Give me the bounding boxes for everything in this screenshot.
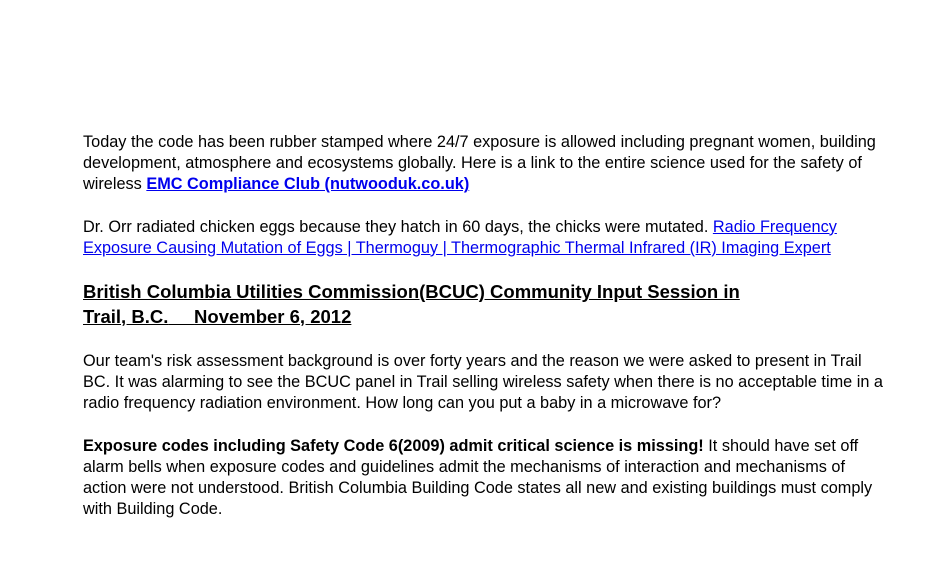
heading-place: Trail, B.C. bbox=[83, 305, 169, 327]
paragraph-risk-assessment bbox=[83, 351, 883, 415]
heading-line-1: British Columbia Utilities Commission(BCUC) Community Input Session in bbox=[83, 281, 740, 303]
emc-compliance-club-link[interactable]: EMC Compliance Club (nutwooduk.co.uk) bbox=[146, 175, 470, 194]
heading-date: November 6, 2012 bbox=[194, 305, 352, 327]
section-heading-bcuc bbox=[83, 280, 883, 329]
paragraph-code-rubber-stamped bbox=[83, 132, 883, 196]
document-body bbox=[83, 132, 883, 520]
paragraph-exposure-codes bbox=[83, 436, 883, 521]
paragraph-bold-lead: Exposure codes including Safety Code 6(2009) admit critical science is missing! bbox=[83, 436, 704, 455]
paragraph-chicken-eggs bbox=[83, 217, 883, 259]
paragraph-text: Dr. Orr radiated chicken eggs because they hatch in 60 days, the chicks were mutated. bbox=[83, 217, 713, 236]
paragraph-text: Today the code has been rubber stamped where 24/7 exposure is allowed including pregnant women, building development, atmosphere and ecosystems globally. Here is a link to the entire science used for the safety of wireless bbox=[83, 133, 876, 194]
paragraph-text: It should have set off alarm bells when exposure codes and guidelines admit the mechanisms of interaction and mechanisms of action were not understood. British Columbia Building Code states all new and existing buildings must comply with Building Code. bbox=[83, 436, 873, 519]
paragraph-text: Our team's risk assessment background is over forty years and the reason we were asked to present in Trail BC. It was alarming to see the BCUC panel in Trail selling wireless safety when there is no acceptable time in a radio frequency radiation environment. How long can you put a baby in a microwave for? bbox=[83, 352, 883, 413]
heading-line-2 bbox=[83, 305, 883, 330]
radio-frequency-eggs-link[interactable]: Radio Frequency Exposure Causing Mutation of Eggs | Thermoguy | Thermographic Thermal Infrared (IR) Imaging Expert bbox=[83, 217, 837, 257]
